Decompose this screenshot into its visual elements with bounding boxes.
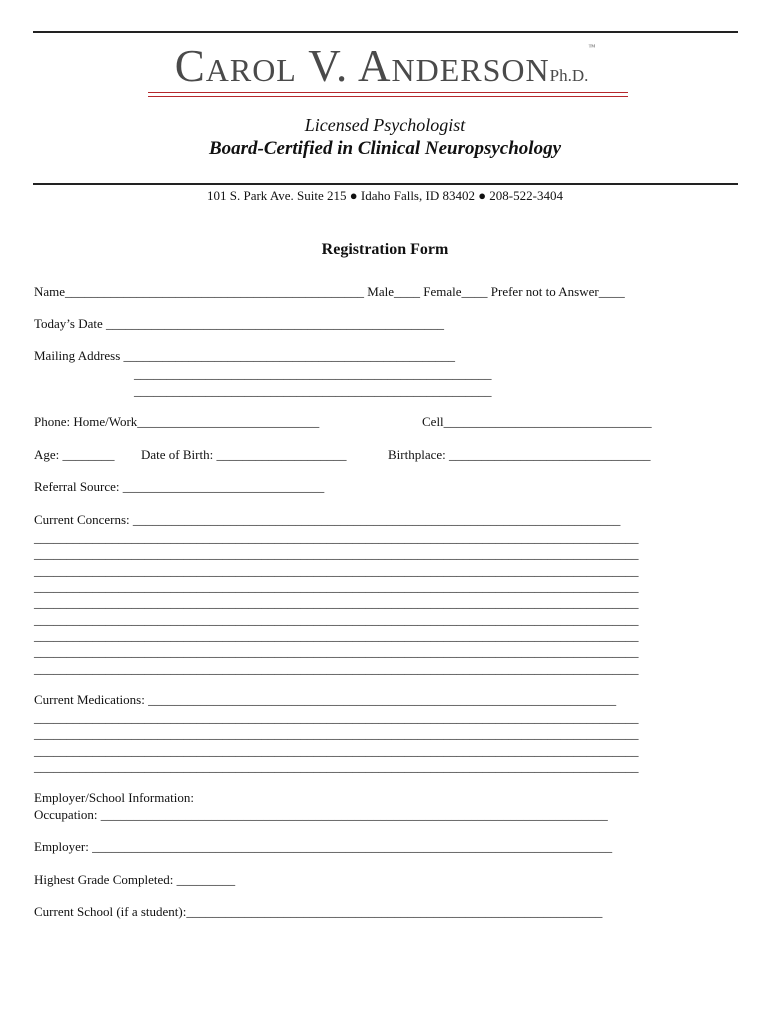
header-rule xyxy=(33,183,738,185)
concerns-line[interactable]: _____________________________________________________________________________________________ xyxy=(34,546,639,561)
name-gender-field[interactable]: Name______________________________________________ Male____ Female____ Prefer not to Answer____ xyxy=(34,284,625,299)
concerns-line[interactable]: _____________________________________________________________________________________________ xyxy=(34,595,639,610)
logo-underline-1 xyxy=(148,92,628,93)
birthplace-field[interactable]: Birthplace: _______________________________ xyxy=(388,447,651,462)
form-title: Registration Form xyxy=(321,241,449,258)
medications-line[interactable]: _____________________________________________________________________________________________ xyxy=(34,726,639,741)
concerns-line[interactable]: _____________________________________________________________________________________________ xyxy=(34,628,639,643)
logo-underline-2 xyxy=(148,96,628,97)
trademark: ™ xyxy=(588,43,596,51)
concerns-line[interactable]: _____________________________________________________________________________________________ xyxy=(34,563,639,578)
employer-school-heading: Employer/School Information: xyxy=(34,790,194,805)
header-subtitle: Board-Certified in Clinical Neuropsychology xyxy=(208,138,562,159)
cell-field[interactable]: Cell________________________________ xyxy=(422,414,652,429)
brand-logo xyxy=(0,41,770,91)
brand-name: Carol V. Anderson xyxy=(174,41,550,91)
age-field[interactable]: Age: ________ xyxy=(34,447,115,462)
current-concerns-field[interactable]: Current Concerns: ___________________________________________________________________________ xyxy=(34,512,621,527)
employer-field[interactable]: Employer: ________________________________________________________________________________ xyxy=(34,839,613,854)
date-of-birth-field[interactable]: Date of Birth: ____________________ xyxy=(141,447,347,462)
referral-source-field[interactable]: Referral Source: _______________________________ xyxy=(34,479,325,494)
current-school-field[interactable]: Current School (if a student):________________________________________________________________ xyxy=(34,904,603,919)
phone-home-work-field[interactable]: Phone: Home/Work____________________________ xyxy=(34,414,320,429)
brand-credential: Ph.D. xyxy=(549,66,589,85)
occupation-field[interactable]: Occupation: ______________________________________________________________________________ xyxy=(34,807,608,822)
current-medications-field[interactable]: Current Medications: ________________________________________________________________________ xyxy=(34,692,617,707)
todays-date-field[interactable]: Today’s Date ____________________________________________________ xyxy=(34,316,445,331)
medications-line[interactable]: _____________________________________________________________________________________________ xyxy=(34,710,639,725)
concerns-line[interactable]: _____________________________________________________________________________________________ xyxy=(34,530,639,545)
concerns-line[interactable]: _____________________________________________________________________________________________ xyxy=(34,612,639,627)
highest-grade-field[interactable]: Highest Grade Completed: _________ xyxy=(34,872,236,887)
medications-line[interactable]: _____________________________________________________________________________________________ xyxy=(34,743,639,758)
mailing-address-line-3[interactable]: _______________________________________________________ xyxy=(134,383,492,398)
top-rule xyxy=(33,31,738,33)
mailing-address-field[interactable]: Mailing Address ___________________________________________________ xyxy=(34,348,456,363)
medications-line[interactable]: _____________________________________________________________________________________________ xyxy=(34,759,639,774)
header-title: Licensed Psychologist xyxy=(304,115,466,135)
concerns-line[interactable]: _____________________________________________________________________________________________ xyxy=(34,644,639,659)
concerns-line[interactable]: _____________________________________________________________________________________________ xyxy=(34,579,639,594)
address-line: 101 S. Park Ave. Suite 215 ● Idaho Falls, ID 83402 ● 208-522-3404 xyxy=(207,188,563,203)
mailing-address-line-2[interactable]: _______________________________________________________ xyxy=(134,366,492,381)
concerns-line[interactable]: _____________________________________________________________________________________________ xyxy=(34,661,639,676)
